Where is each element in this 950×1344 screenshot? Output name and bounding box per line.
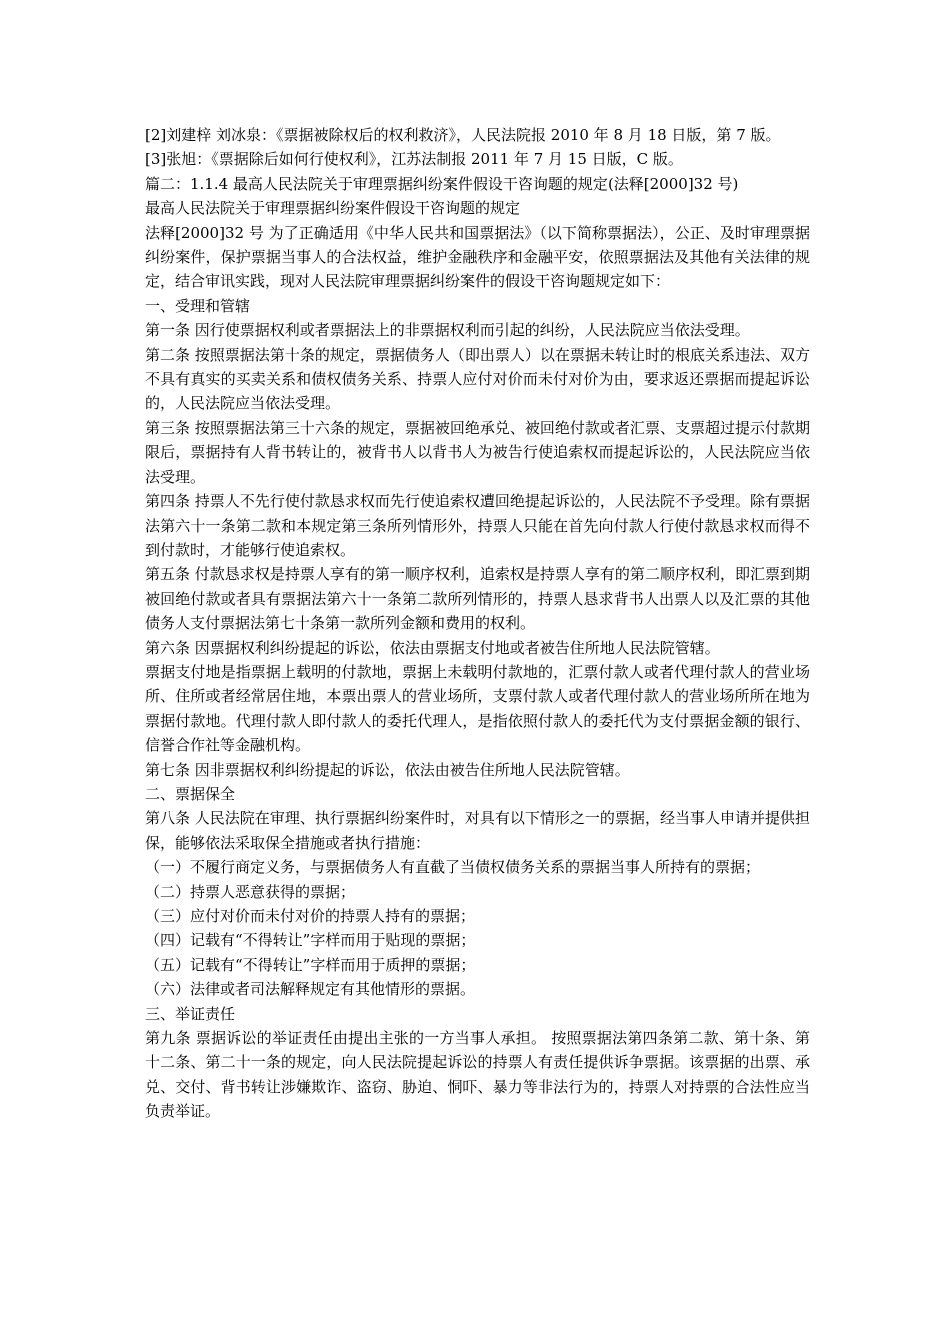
- article-4: 第四条 持票人不先行使付款恳求权而先行使追索权遭回绝提起诉讼的，人民法院不予受理。除有票据法第六十一条第二款和本规定第三条所列情形外，持票人只能在首先向付款人行使付款恳求权而得不到付款时，才能够行使追索权。: [145, 492, 810, 559]
- regulation-title: 最高人民法院关于审理票据纠纷案件假设干咨询题的规定: [145, 199, 521, 218]
- article-8-item-4: （四）记载有“不得转让”字样而用于贴现的票据；: [145, 931, 476, 950]
- article-6-detail: 票据支付地是指票据上载明的付款地，票据上未载明付款地的，汇票付款人或者代理付款人的营业场所、住所或者经常居住地，本票出票人的营业场所，支票付款人或者代理付款人的营业场所所在地为票据付款地。代理付款人即付款人的委托代理人，是指依照付款人的委托代为支付票据金额的银行、信誉合作社等金融机构。: [145, 662, 810, 755]
- article-3: 第三条 按照票据法第三十六条的规定，票据被回绝承兑、被回绝付款或者汇票、支票超过提示付款期限后，票据持有人背书转让的，被背书人以背书人为被告行使追索权而提起诉讼的，人民法院应当依法受理。: [145, 418, 810, 486]
- article-8-item-2: （二）持票人恶意获得的票据；: [145, 882, 356, 901]
- article-8-item-6: （六）法律或者司法解释规定有其他情形的票据。: [145, 980, 476, 999]
- preamble: 法释[2000]32 号 为了正确适用《中华人民共和国票据法》（以下简称票据法），公正、及时审理票据纠纷案件，保护票据当事人的合法权益，维护金融秩序和金融平安，依照票据法及其他有关法律的规定，结合审讯实践，现对人民法院审理票据纠纷案件的假设干咨询题规定如下：: [145, 223, 810, 291]
- article-1: 第一条 因行使票据权利或者票据法上的非票据权利而引起的纠纷，人民法院应当依法受理。: [145, 321, 750, 340]
- article-9: 第九条 票据诉讼的举证责任由提出主张的一方当事人承担。 按照票据法第四条第二款、第十条、第十二条、第二十一条的规定，向人民法院提起诉讼的持票人有责任提供诉争票据。该票据的出票、承兑、交付、背书转让涉嫌欺诈、盗窃、胁迫、恫吓、暴力等非法行为的，持票人对持票的合法性应当负责举证。: [145, 1029, 810, 1121]
- article-8-item-3: （三）应付对价而未付对价的持票人持有的票据；: [145, 907, 476, 925]
- reference-2: [2]刘建梓 刘冰泉：《票据被除权后的权利救济》，人民法院报 2010 年 8 月 18 日版，第 7 版。: [145, 126, 781, 144]
- chapter-heading-3: 三、举证责任: [145, 1004, 236, 1023]
- document-body: [145, 123, 810, 1124]
- article-5: 第五条 付款恳求权是持票人享有的第一顺序权利，追索权是持票人享有的第二顺序权利，即汇票到期被回绝付款或者具有票据法第六十一条第二款所列情形的，持票人恳求背书人出票人以及汇票的其他债务人支付票据法第七十条第一款所列金额和费用的权利。: [145, 565, 810, 633]
- chapter-heading-1: 一、受理和管辖: [145, 296, 251, 315]
- article-8: 第八条 人民法院在审理、执行票据纠纷案件时，对具有以下情形之一的票据，经当事人申请并提供担保，能够依法采取保全措施或者执行措施：: [145, 809, 810, 852]
- article-8-item-1: （一）不履行商定义务，与票据债务人有直截了当债权债务关系的票据当事人所持有的票据；: [145, 858, 761, 877]
- article-7: 第七条 因非票据权利纠纷提起的诉讼，依法由被告住所地人民法院管辖。: [145, 760, 630, 779]
- article-8-item-5: （五）记载有“不得转让”字样而用于质押的票据；: [145, 955, 476, 974]
- article-2: 第二条 按照票据法第十条的规定，票据债务人（即出票人）以在票据未转让时的根底关系违法、双方不具有真实的买卖关系和债权债务关系、持票人应付对价而未付对价为由，要求返还票据而提起诉讼的，人民法院应当依法受理。: [145, 345, 810, 413]
- article-6: 第六条 因票据权利纠纷提起的诉讼，依法由票据支付地或者被告住所地人民法院管辖。: [145, 638, 720, 657]
- section-heading-part-two: 篇二：1.1.4 最高人民法院关于审理票据纠纷案件假设干咨询题的规定(法释[2000]32 号): [145, 174, 739, 193]
- reference-3: [3]张旭：《票据除后如何行使权利》，江苏法制报 2011 年 7 月 15 日版，C 版。: [145, 150, 683, 169]
- chapter-heading-2: 二、票据保全: [145, 784, 236, 803]
